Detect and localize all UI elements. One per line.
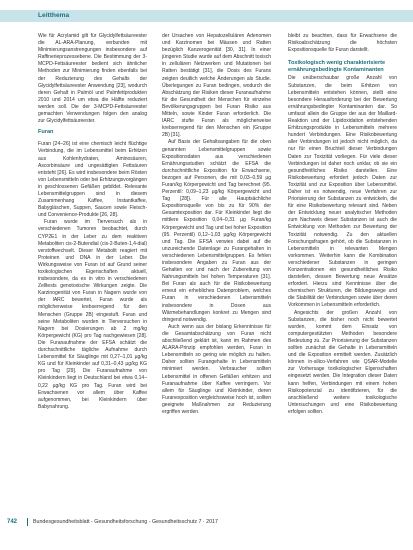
page-number: 742 <box>7 519 18 525</box>
section-label: Leitthema <box>38 12 70 19</box>
paragraph: Die unüberschaubar große Anzahl von Substanzen, die beim Erhitzen von Lebensmitteln entstehen können, stellt eine besondere Herausforderung bei der Bewertung ernährungsbedingter Kontaminanten dar. So umfasst allein die Gruppe der aus der Maillard-Reaktion und der Lipidoxidation entstehenden Erhitzungsprodukte in Lebensmitteln mehrere hundert Verbindungen. Eine Risikobewertung aller Verbindungen ist jedoch nicht möglich, da nur für einen Bruchteil dieser Verbindungen Daten zur Toxizität vorliegen. Für viele dieser Verbindungen ist daher noch unklar, ob sie ein gesundheitliches Risiko darstellen. Eine Risikobewertung erfordert jedoch Daten zur Toxizität und zur Exposition über Lebensmittel. Daher ist es notwendig, neue Verfahren zur Priorisierung der Substanzen zu entwickeln, die für eine Risikobewertung relevant sind. Neben der Entwicklung neuer analytischer Methoden zum Nachweis dieser Substanzen ist auch die Entwicklung von Methoden zur Bewertung der Toxizität notwendig. Zu den aktuellen Forschungsfragen gehört, ob die Substanzen in Lebensmitteln in relevanten Mengen vorkommen. Weiterhin kann die Kombination verschiedener Substanzen in geringen Konzentrationen ein gesundheitliches Risiko darstellen, dessen Bewertung neue Ansätze erfordert. Hierzu sind Kenntnisse über die chemischen Strukturen, die Bildungswege und die Stabilität der Verbindungen sowie über deren Vorkommen in Lebensmitteln erforderlich. <box>288 75 397 309</box>
paragraph: Auch wenn aus der bislang Erkenntnisse für die Gesamtabschätzung von Furan nicht abschließend geklärt ist, kann im Rahmen des ALARA-Prinzip empfohlen werden, Furan in Lebensmitteln so gering wie möglich zu halten. Daher sollten Furangehalte in Lebensmitteln minimiert werden. Verbraucher sollten Lebensmittel in offenen Gefäßen erhitzen und Furanaufnahme über Kaffee verringern. Vor allem für Säuglinge und Kleinkinder, deren Furanexposition vergleichsweise hoch ist, sollten geeignete Maßnahmen zur Reduzierung ergriffen werden. <box>162 323 271 415</box>
text-column-2 <box>162 33 271 416</box>
paragraph: Furan wurde im Tierversuch als in verschiedenen Tumoren beobachtet, durch CYP2E1 in der Leber zu dem reaktiven Metaboliten cis-2-Butendial (cis-2-Buten-1,4-dial) verstoffwechselt. Dieser Metabolit reagiert mit Proteinen und DNA in der Leber. Die Wirkungsweise von Furan ist auf Grund seiner toxikologischen Eigenschaften aktuell, insbesondere, da es in vitro in verschiedenen Zelltests genotoxische Wirkungen zeigte. Die Karzinogenität von Furan in Nagern wurde von der IARC bewertet, Furan wurde als möglicherweise krebserregend für den Menschen (Gruppe 2B) eingestuft. Furan und seine Metaboliten wurden in Tierversuchen in Nagern bei Dosierungen ab 2 mg/kg Körpergewicht (KG) pro Tag nachgewiesen [28]. Die Furanaufnahme der EFSA schätzt die durchschnittliche tägliche Aufnahme durch Lebensmittel für Säuglinge mit 0,27–1,01 µg/kg KG und für Kleinkinder auf 0,31–0,43 µg/kg KG pro Tag [29]. Die Furanaufnahme von Kleinkindern liegt in Deutschland bei etwa 0,14–0,22 µg/kg KG pro Tag. Furan wird bei Erwachsenen vor allem über Kaffee aufgenommen, bei Kleinkindern über Babynahrung. <box>38 219 147 410</box>
section-heading-furan: Furan <box>38 129 54 136</box>
paragraph: Furan [24–26] ist eine chemisch leicht flüchtige Verbindung, die im Lebensmittel beim Erhitzen aus Kohlenhydraten, Aminosäuren, Ascorbinsäure und ungesättigten Fettsäuren entsteht [26]. Es wird insbesondere beim Rösten von Lebensmitteln oder bei Erhitzungsvorgängen in geschlossenen Gefäßen gebildet. Relevante Lebensmittelgruppen sind in diesem Zusammenhang Kaffee, Instantkaffee, Babygläschen, Suppen, Saucen sowie Fleisch- und Convenience-Produkte [26, 28]. <box>38 141 147 219</box>
text-column-3 <box>288 33 397 416</box>
footer-divider <box>27 518 28 526</box>
paragraph-intro: Wie für Acrylamid gilt für Glycidylfettsäureester die AL-ARA-Planung, verbunden mit Minimierungsanstrengungen insbesondere auf Raffinerieprozessebene. Die Bestimmung der 3-MCPD-Fettsäureester bedient sich ähnlicher Methoden zur Minimierung finden ebenfalls bei der Reduzierung des Gehalts der Glycidylfettsäureester Anwendung [23], wodurch deren Gehalt in Palmöl und Palmfettprodukten 2010 und 2014 um etwa die Hälfte reduziert werden soll. Die der 3-MCPD-Fettsäureester gemachten Verwendungen folgen den analog zur Glycidylfettsäureester. <box>38 33 147 125</box>
paragraph: Angesichts der großen Anzahl von Substanzen, die bisher noch nicht bewertet wurden, kommt dem Einsatz von computergestützten Methoden besondere Bedeutung zu. Zur Priorisierung der Substanzen sollten zunächst die Gehalte in Lebensmitteln und die Exposition ermittelt werden. Zusätzlich können in-silico-Verfahren wie QSAR-Modelle zur Vorhersage toxikologischer Eigenschaften eingesetzt werden. Die Integration dieser Daten kann helfen, Verbindungen mit einem hohen Risikopotenzial zu identifizieren, für die anschließend weitere toxikologische Untersuchungen und eine Risikobewertung erfolgen sollten. <box>288 309 397 415</box>
page-footer <box>0 516 413 528</box>
paragraph: Auf Basis der Gehaltsangaben für die oben genannten Lebensmittelgruppen sowie Expositionsdaten aus verschiedenen Ernährungsstudien schätzt die EFSA die durchschnittliche Exposition für Erwachsene, bezogen auf Personen, die mit 0,03–0,59 µg Furan/kg Körpergewicht und Tag berechnet (95. Perzentil: 0,09–1,23 µg/kg Körpergewicht und Tag [28]). Für alle Hauptsächliche Expositionsquelle von bis zu für 90% der Gesamtexposition dar. Für Kleinkinder liegt die mittlere Exposition 0,04–0,31 µg Furan/kg Körpergewicht und Tag und bei hoher Exposition (95. Perzentil) 0,12–1,03 µg/kg Körpergewicht und Tag. Die EFSA verwies dabei auf die unzureichende Datenlage zu Furangehalten in verschiedenen Lebensmittelgruppen. Es fehlen insbesondere Angaben zu Furan aus der Gehalten vor und nach der Zubereitung von Nahrungsmitteln bei hohen Temperaturen [31]. Bei Furan als auch für die Risikobewertung erneut ein erhebliches Datenproblem, welches Furan in verschiedenen Lebensmitteln insbesondere in Dosen aus Wärmebehandlungen konkret zu Mengen sind dringend notwendig. <box>162 139 271 323</box>
paragraph: der Ursachen von Hepatozellulären Adenomen und Karzinomen bei Mäusen und Ratten bezüglich Kanzerogenität [30, 31]. In einer jüngeren Studie wurde auf dem Abschnitt toxisch in zellulären Netzwerken und Mutationen bei Ratten bestätigt [31], die Dosis des Furans zeigten deutlich welche Änderungen als Studie. Überlegungen zu Furan bedingen, wodurch die Abschätzung der Risiken dieser Furanaufnahme für die Gesundheit der Menschen für einzelne Bevölkerungsgruppen bei Furan Risiko aus Mitteln, sowie Kinder Furan erforderlich. Die IARC stufte Furan als möglicherweise krebserregend für den Menschen ein (Gruppe 2B) [31]. <box>162 33 271 139</box>
text-column-1 <box>38 33 147 411</box>
journal-citation: Bundesgesundheitsblatt - Gesundheitsforschung - Gesundheitsschutz 7 · 2017 <box>33 519 218 525</box>
paragraph-intro: bleibt zu beachten, dass für Erwachsene die Risikoabschätzung die höchsten Expositionsquelle für Furan darstellt. <box>288 33 397 54</box>
section-heading-contaminants: Toxikologisch wenig charakterisierte ernährungsbedingte Kontaminanten <box>288 60 386 74</box>
